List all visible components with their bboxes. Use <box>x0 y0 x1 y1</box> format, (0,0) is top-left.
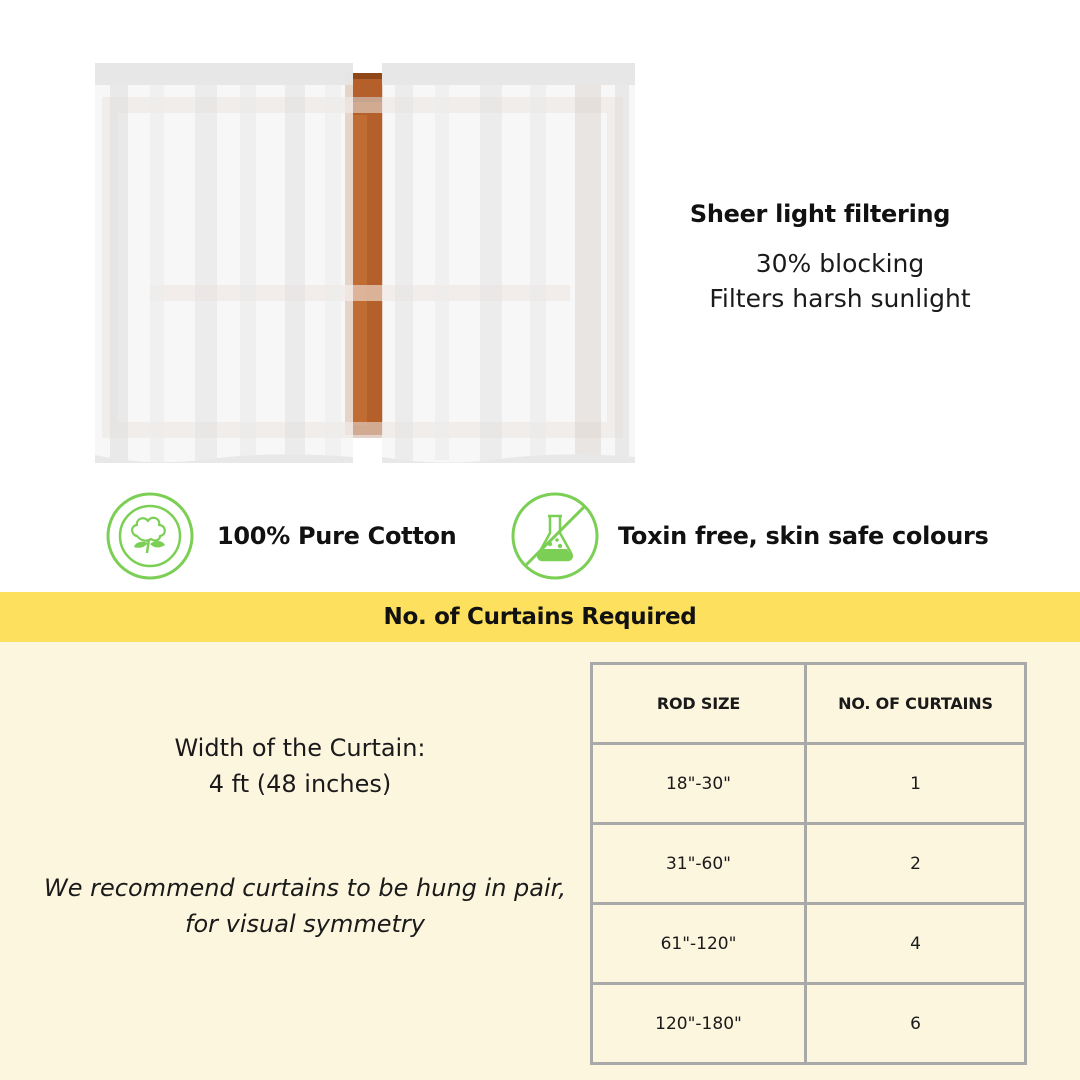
header-no-of-curtains: NO. OF CURTAINS <box>806 664 1026 744</box>
table-row <box>592 904 1026 984</box>
sheer-details <box>680 246 1000 316</box>
banner-title: No. of Curtains Required <box>383 604 697 630</box>
cotton-label: 100% Pure Cotton <box>217 522 457 550</box>
rod-size-cell: 61"-120" <box>592 904 806 984</box>
sheer-title: Sheer light filtering <box>689 200 951 228</box>
table-row <box>592 984 1026 1064</box>
width-label: Width of the Curtain: <box>174 734 426 762</box>
curtain-count-cell: 4 <box>806 904 1026 984</box>
left-curtain <box>95 63 353 463</box>
header-rod-size: ROD SIZE <box>592 664 806 744</box>
curtain-count-cell: 2 <box>806 824 1026 904</box>
feature-cotton <box>105 488 456 584</box>
rod-size-table <box>590 662 1027 1065</box>
curtain-illustration <box>90 55 640 475</box>
rod-size-cell: 31"-60" <box>592 824 806 904</box>
table-header-row <box>592 664 1026 744</box>
pairing-recommendation: We recommend curtains to be hung in pair, for visual symmetry <box>44 874 566 938</box>
curtains-required-banner <box>0 592 1080 642</box>
table-row <box>592 824 1026 904</box>
blocking-text: 30% blocking <box>755 249 925 278</box>
cotton-flower-icon <box>105 491 195 581</box>
curtain-count-cell: 1 <box>806 744 1026 824</box>
toxin-free-flask-icon <box>510 491 600 581</box>
rod-size-cell: 18"-30" <box>592 744 806 824</box>
rod-size-cell: 120"-180" <box>592 984 806 1064</box>
filter-text: Filters harsh sunlight <box>709 284 971 313</box>
sheer-curtains-window-illustration <box>90 55 640 475</box>
curtain-count-cell: 6 <box>806 984 1026 1064</box>
toxin-free-label: Toxin free, skin safe colours <box>618 522 989 550</box>
right-curtain <box>382 63 635 463</box>
width-value: 4 ft (48 inches) <box>208 770 392 798</box>
feature-toxin-free <box>510 488 989 584</box>
table-row <box>592 744 1026 824</box>
sheer-info <box>680 200 1000 316</box>
curtain-width-info <box>40 730 560 802</box>
